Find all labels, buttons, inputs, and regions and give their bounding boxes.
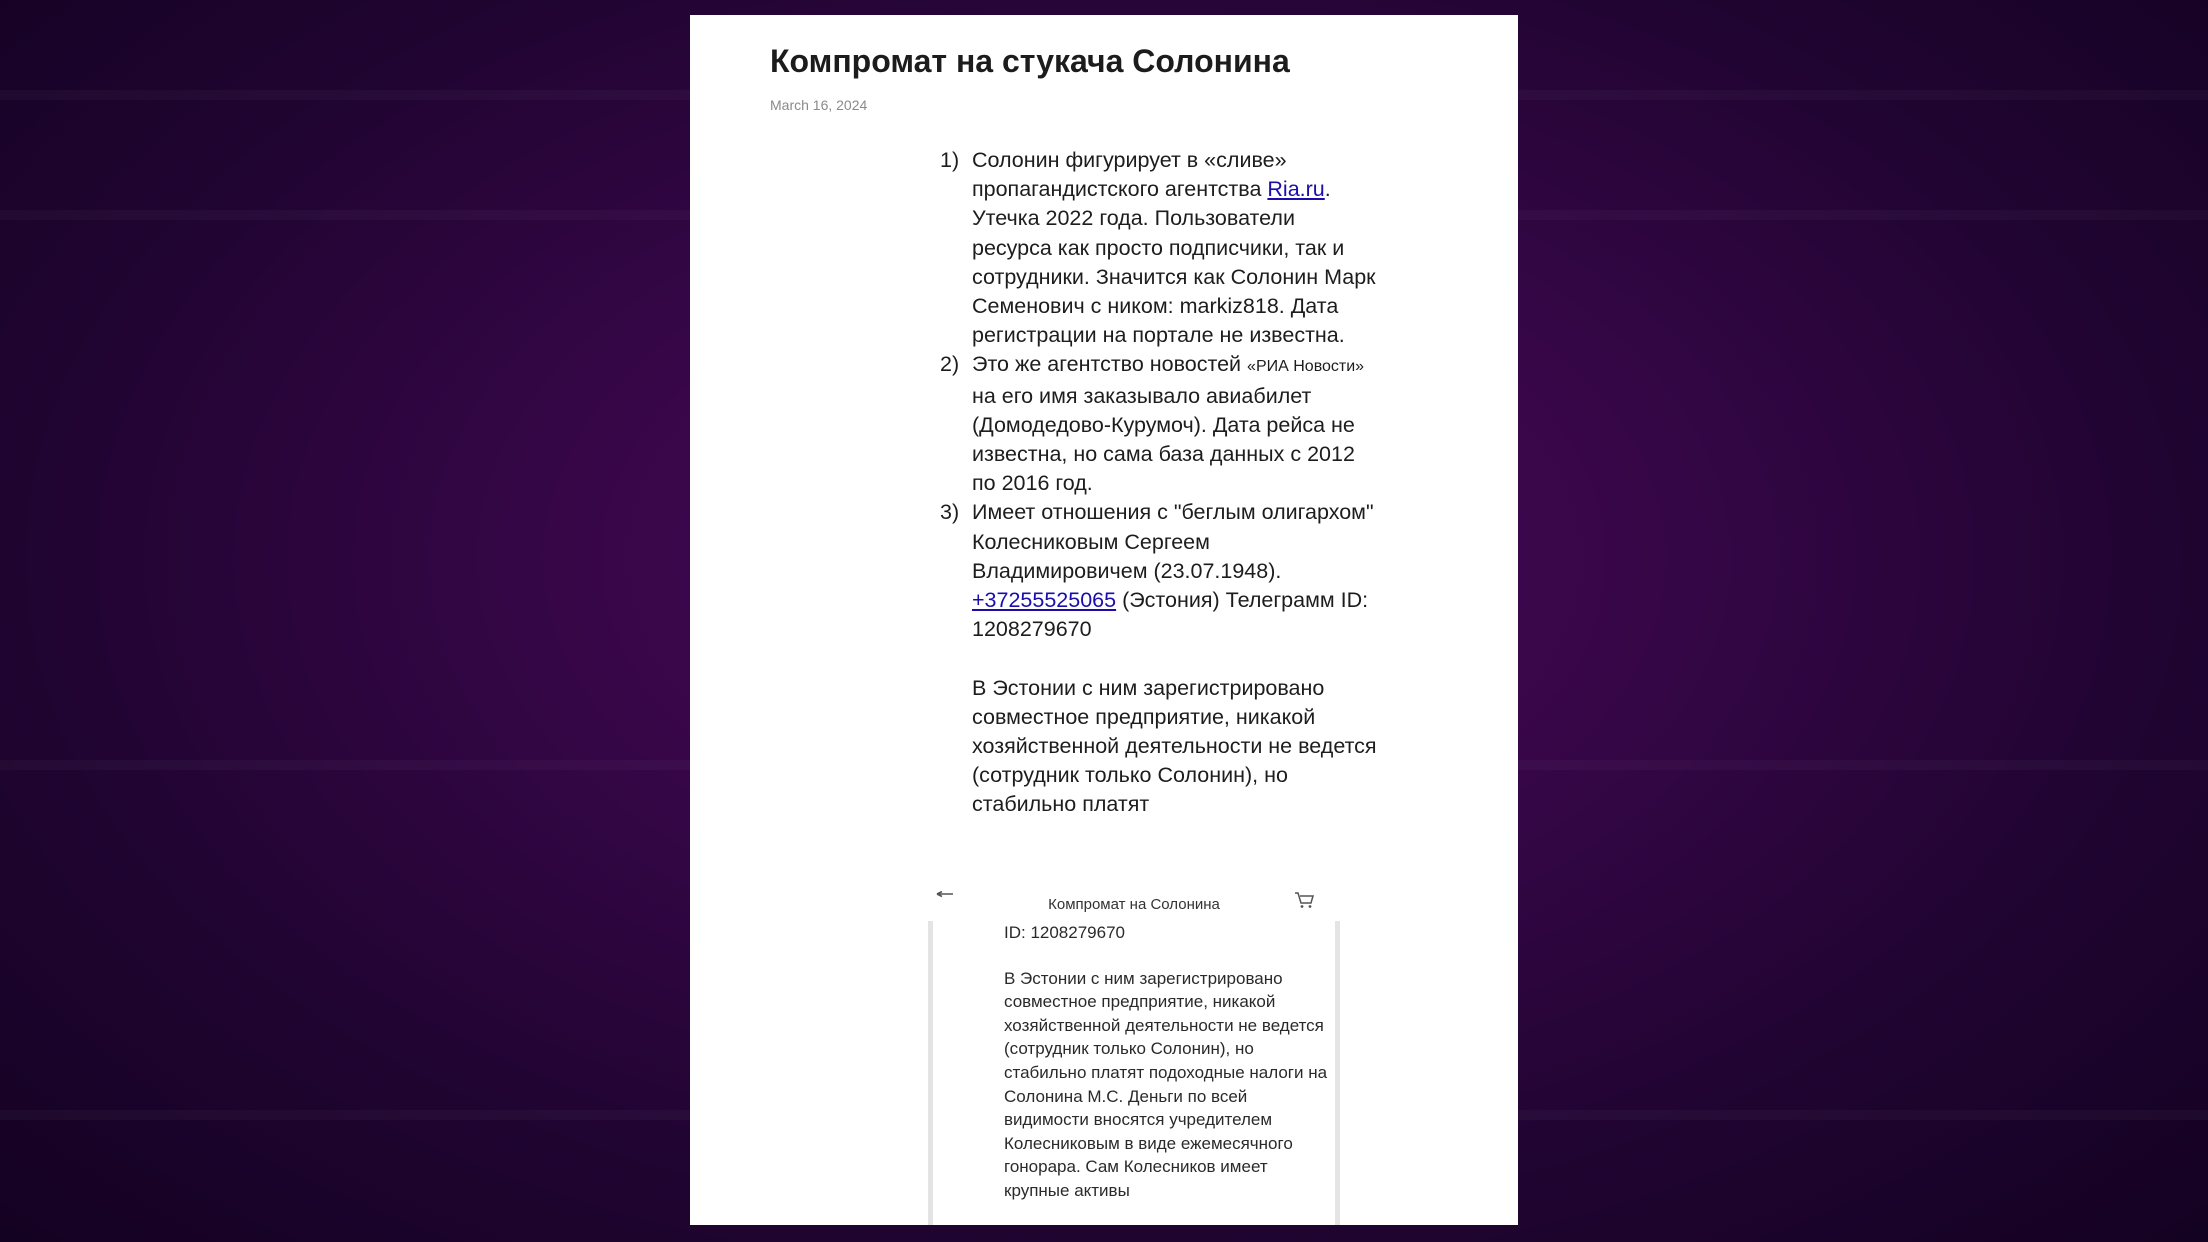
embedded-border-left [928, 921, 933, 1225]
list-number: 2) [940, 352, 960, 377]
embedded-screenshot [928, 885, 1340, 1225]
list-text: (Эстония) Телеграмм ID: 1208279670 [972, 588, 1369, 642]
phone-link[interactable]: +37255525065 [972, 588, 1117, 613]
list-text: на его имя заказывало авиабилет (Домодедово-Курумоч). Дата рейса не известна, но сама база данных с 2012 по 2016 год. [972, 383, 1355, 496]
embedded-border-right [1335, 921, 1340, 1225]
list-number: 1) [940, 148, 960, 172]
text-fade [920, 853, 1400, 879]
cart-icon[interactable] [1294, 891, 1316, 909]
list-text: Имеет отношения с "беглым олигархом" Колесниковым Сергеем Владимировичем (23.07.1948). [972, 500, 1374, 583]
list-item [940, 350, 1380, 498]
embedded-title: Компромат на Солонина [1048, 896, 1220, 913]
article-date: March 16, 2024 [770, 97, 868, 113]
ria-link[interactable]: Ria.ru [1267, 177, 1325, 202]
list-text: . Утечка 2022 года. Пользователи ресурса как просто подписчики, так и сотрудники. Значится как Солонин Марк Семенович с ником: markiz818. Дата регистрации на портале не известна. [972, 177, 1376, 348]
article-page [690, 15, 1518, 1225]
article-body [940, 146, 1380, 876]
embedded-paragraph: В Эстонии с ним зарегистрировано совместное предприятие, никакой хозяйственной деятельности не ведется (сотрудник только Солонин), но стабильно платят подоходные налоги на Солонина М.С. Деньги по всей видимости вносятся учредителем Колесниковым в виде ежемесячного гонорара. Сам Колесников имеет крупные активы [1004, 968, 1328, 1200]
agency-name: «РИА Новости» [1247, 358, 1365, 376]
embedded-id-line: ID: 1208279670 [1004, 923, 1125, 942]
embedded-body [1004, 921, 1334, 1203]
list-item [940, 146, 1380, 350]
list-text: Солонин фигурирует в «сливе» пропагандистского агентства [972, 148, 1287, 202]
paragraph-text: В Эстонии с ним зарегистрировано совместное предприятие, никакой хозяйственной деятельности не ведется (сотрудник только Солонин), но стабильно платят [972, 675, 1377, 817]
article-title: Компромат на стукача Солонина [770, 43, 1290, 79]
paragraph [940, 674, 1380, 820]
list-item [940, 498, 1380, 644]
list-number: 3) [940, 500, 960, 525]
list-text: Это же агентство новостей [972, 352, 1248, 377]
